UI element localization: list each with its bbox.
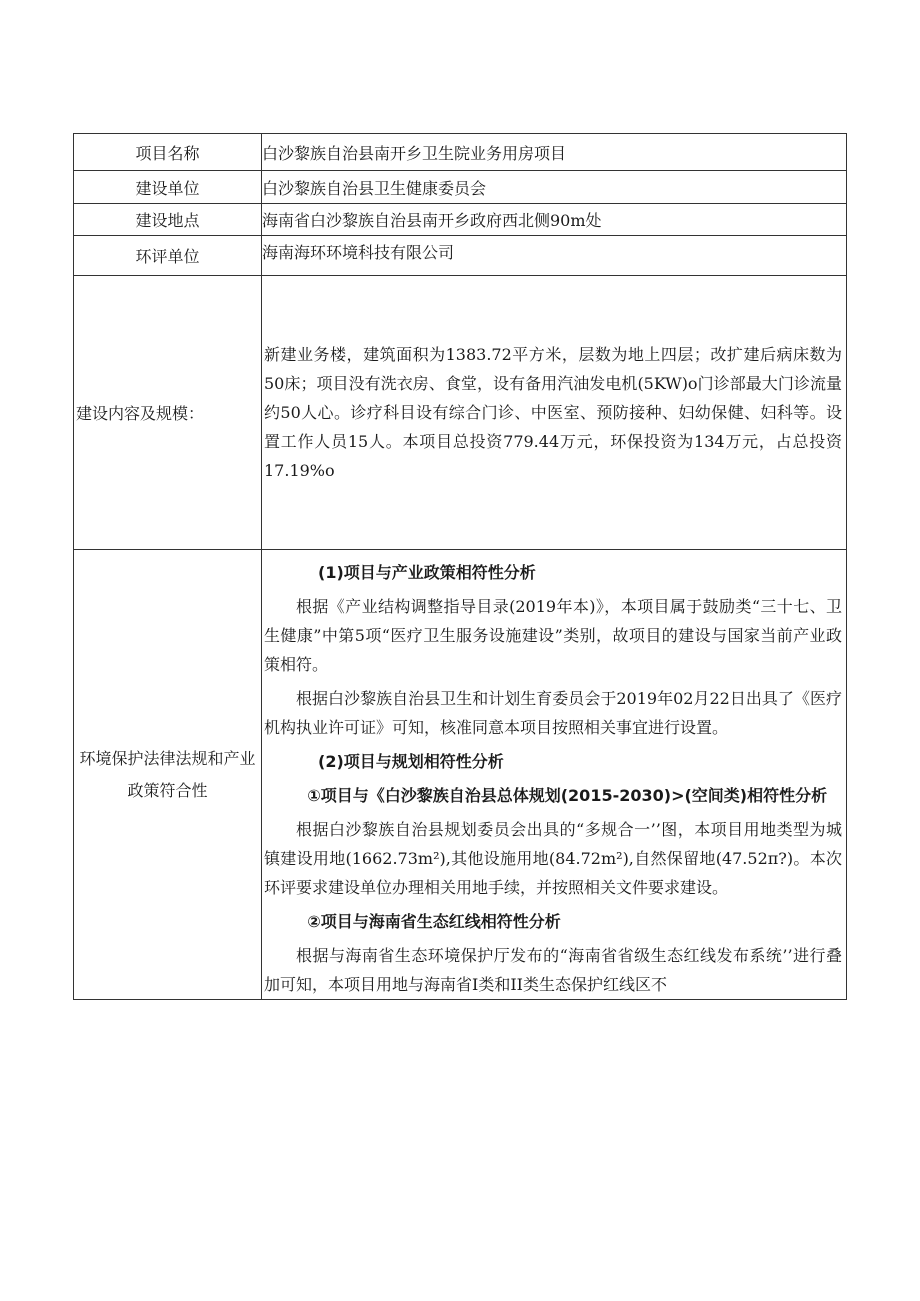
- scale-text: 新建业务楼，建筑面积为1383.72平方米，层数为地上四层；改扩建后病床数为50床；项目没有洗衣房、食堂，设有备用汽油发电机(5KW)o门诊部最大门诊流量约50人心。诊疗科目设有综合门诊、中医室、预防接种、妇幼保健、妇科等。设置工作人员15人。本项目总投资779.44万元，环保投资为134万元，占总投资17.19%o: [264, 345, 842, 480]
- table-row: [74, 276, 847, 550]
- table-row: [74, 550, 847, 1000]
- eia-unit-value: 海南海环环境科技有限公司: [262, 236, 847, 276]
- section-heading-industry-policy: (1)项目与产业政策相符性分析: [318, 563, 536, 582]
- location-label: 建设地点: [74, 204, 262, 236]
- paragraph-industry-policy: 根据《产业结构调整指导目录(2019年本)》，本项目属于鼓励类“三十七、卫生健康”中第5项“医疗卫生服务设施建设”类别，故项目的建设与国家当前产业政策相符。: [264, 597, 842, 674]
- table-row: [74, 171, 847, 204]
- project-name-label: 项目名称: [74, 134, 262, 171]
- project-info-table: [73, 133, 847, 1000]
- law-cell: [262, 550, 847, 1000]
- subheading-master-plan: ①项目与《白沙黎族自治县总体规划(2015-2030)>(空间类)相符性分析: [307, 786, 828, 805]
- section-heading-planning: (2)项目与规划相符性分析: [318, 752, 504, 771]
- paragraph-license: 根据白沙黎族自治县卫生和计划生育委员会于2019年02月22日出具了《医疗机构执业许可证》可知，核准同意本项目按照相关事宜进行设置。: [264, 689, 842, 737]
- paragraph-land-use: 根据白沙黎族自治县规划委员会出具的“多规合一’’图，本项目用地类型为城镇建设用地(1662.73m²),其他设施用地(84.72m²),自然保留地(47.52π?)。本次环评要求建设单位办理相关用地手续，并按照相关文件要求建设。: [264, 820, 842, 897]
- location-value: 海南省白沙黎族自治县南开乡政府西北侧90m处: [262, 204, 847, 236]
- table-row: [74, 134, 847, 171]
- table-row: [74, 236, 847, 276]
- scale-cell: [262, 276, 847, 550]
- paragraph-redline: 根据与海南省生态环境保护厅发布的“海南省省级生态红线发布系统’’进行叠加可知，本项目用地与海南省I类和II类生态保护红线区不: [264, 946, 842, 994]
- law-label: 环境保护法律法规和产业政策符合性: [74, 550, 262, 1000]
- builder-label: 建设单位: [74, 171, 262, 204]
- subheading-ecological-redline: ②项目与海南省生态红线相符性分析: [307, 912, 561, 931]
- project-name-value: 白沙黎族自治县南开乡卫生院业务用房项目: [262, 134, 847, 171]
- scale-label: 建设内容及规模：: [74, 276, 262, 550]
- builder-value: 白沙黎族自治县卫生健康委员会: [262, 171, 847, 204]
- eia-unit-label: 环评单位: [74, 236, 262, 276]
- table-row: [74, 204, 847, 236]
